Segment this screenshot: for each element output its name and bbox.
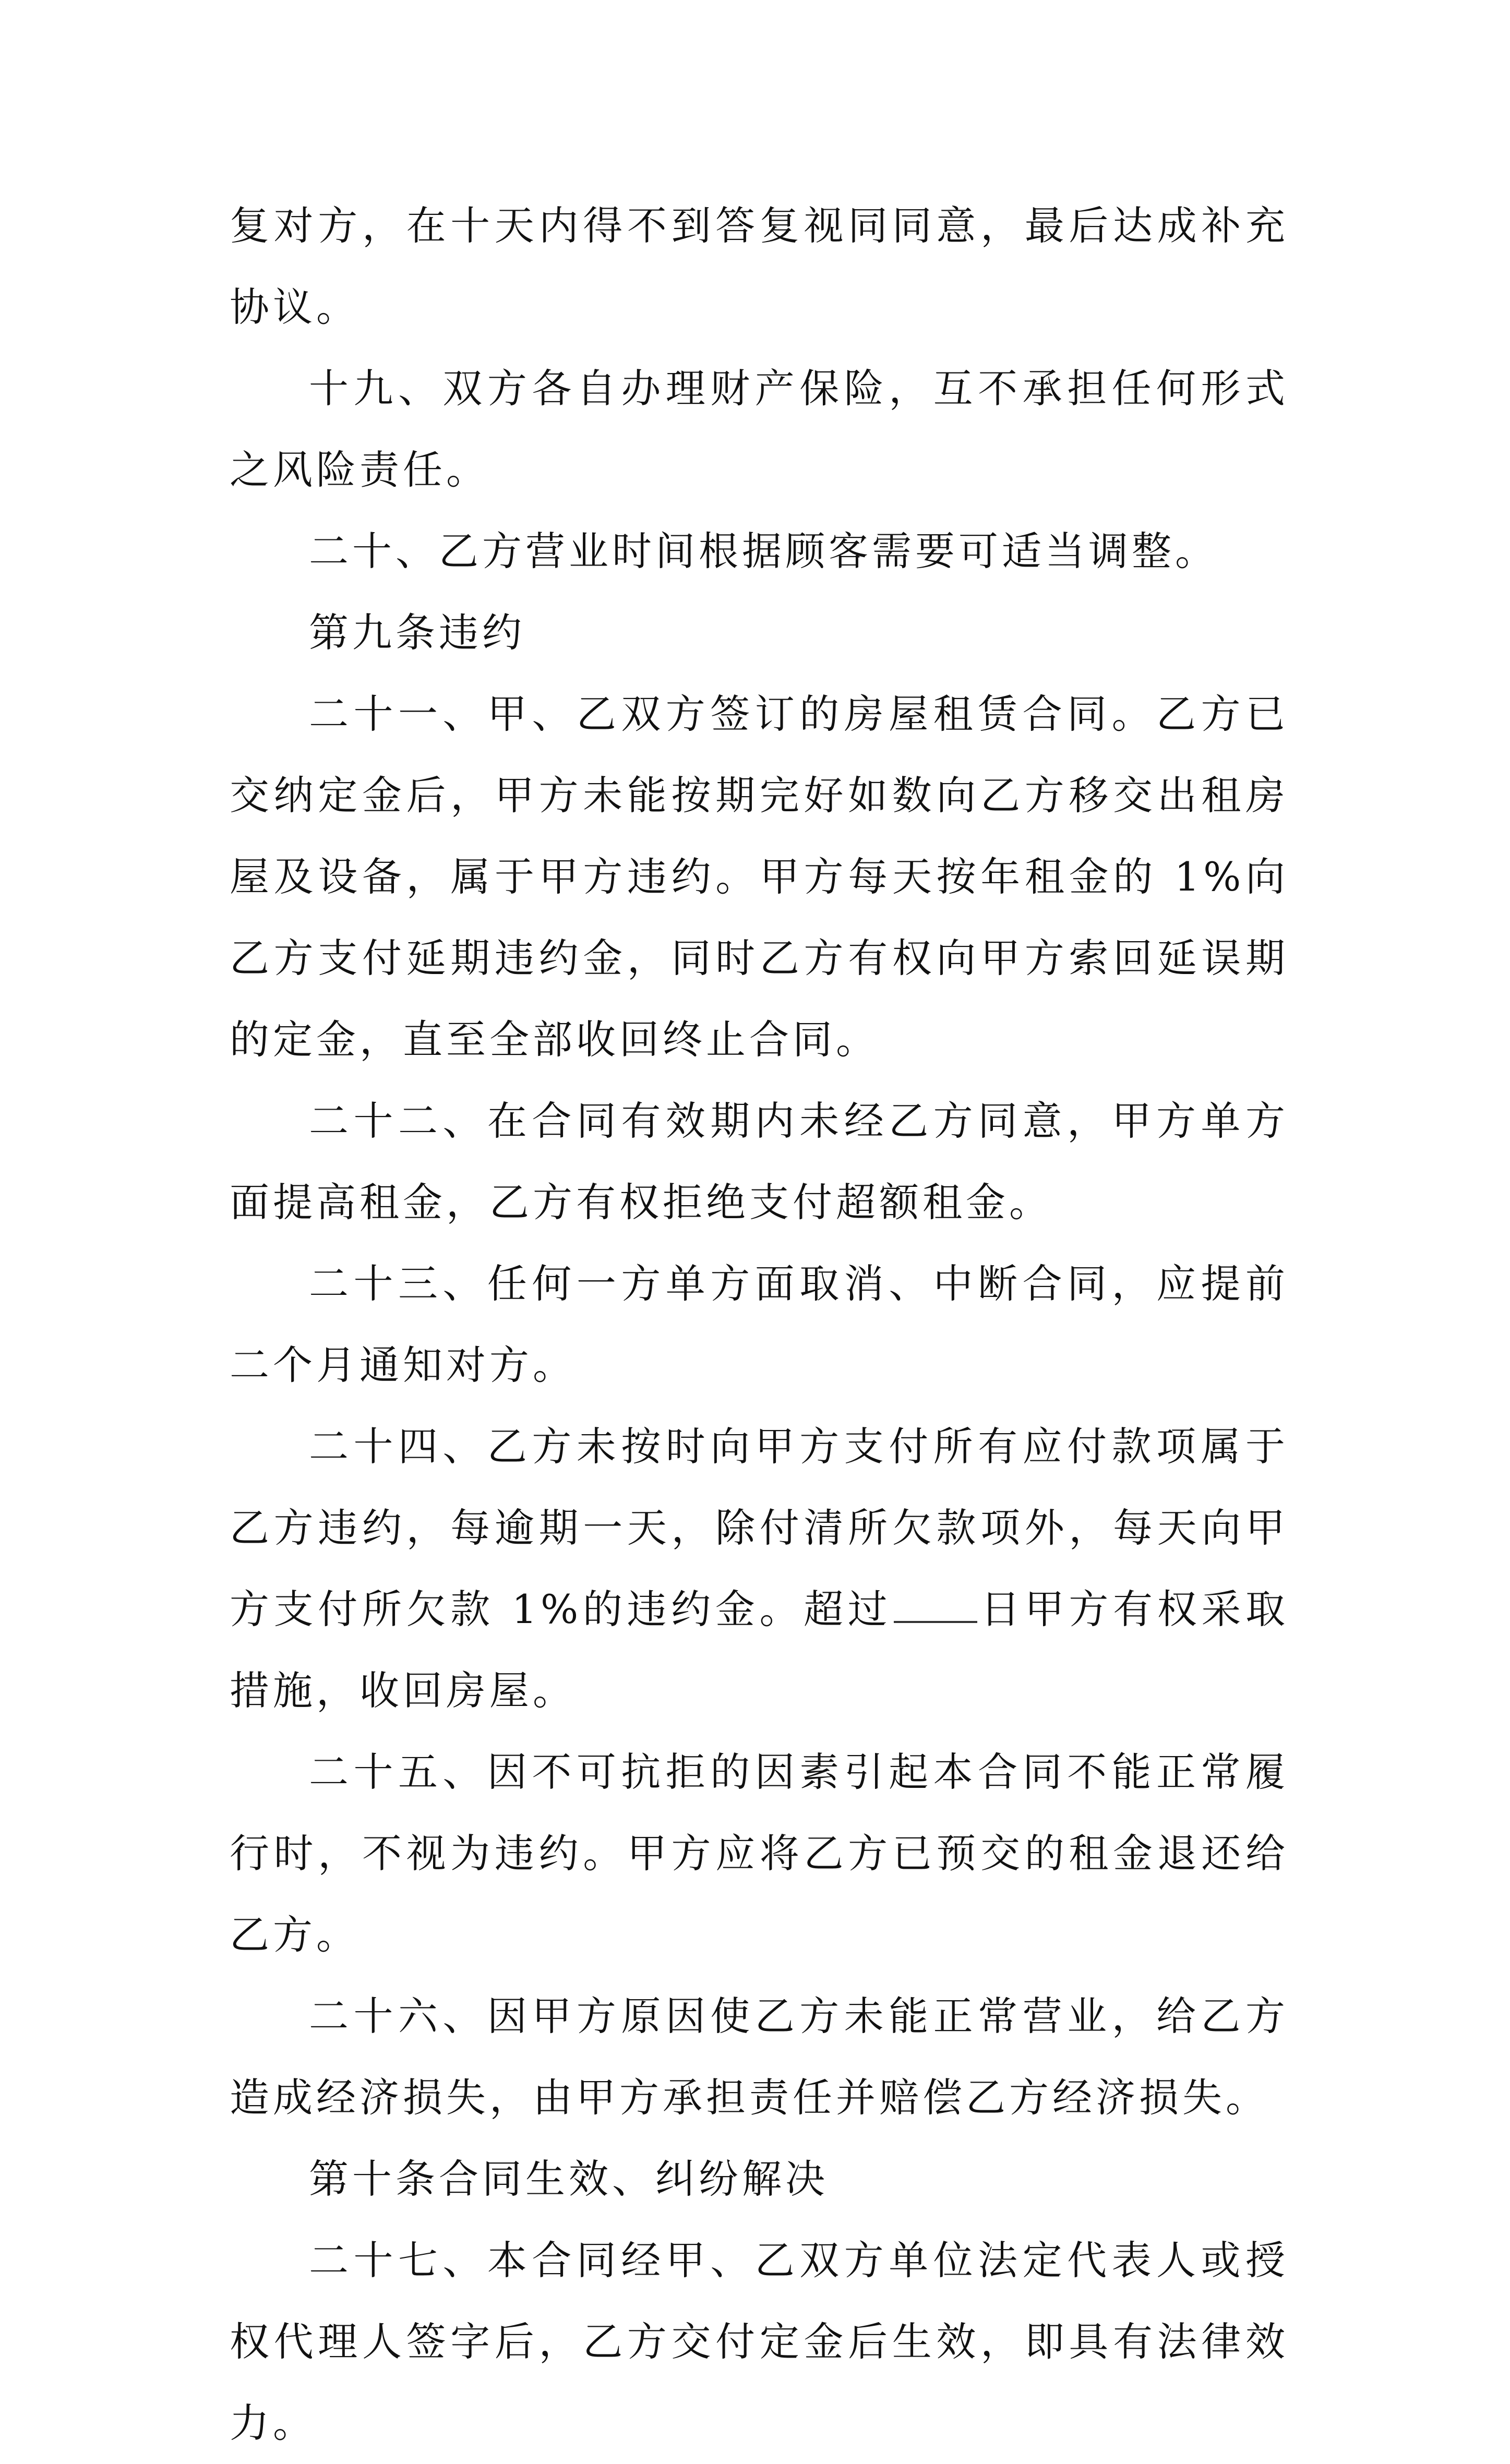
fill-in-blank-days [894,1590,977,1623]
paragraph-continuation: 复对方，在十天内得不到答复视同同意，最后达成补充协议。 [230,202,1289,330]
section-heading-article-9: 第九条违约 [309,609,525,656]
paragraph-clause-24 [230,1406,1289,1732]
document-body [230,185,1289,2464]
paragraph-clause-26: 二十六、因甲方原因使乙方未能正常营业，给乙方造成经济损失，由甲方承担责任并赔偿乙方经济损失。 [230,1993,1289,2121]
clause-24-text-before: 二十四、乙方未按时向甲方支付所有应付款项属于乙方违约，每逾期一天，除付清所欠款项外，每天向甲方支付所欠款 1%的违约金。超过 [230,1423,1289,1632]
paragraph-clause-21: 二十一、甲、乙双方签订的房屋租赁合同。乙方已交纳定金后，甲方未能按期完好如数向乙方移交出租房屋及设备，属于甲方违约。甲方每天按年租金的 1%向乙方支付延期违约金，同时乙方有权向甲方索回延误期的定金，直至全部收回终止合同。 [230,691,1289,1063]
paragraph-clause-25: 二十五、因不可抗拒的因素引起本合同不能正常履行时，不视为违约。甲方应将乙方已预交的租金退还给乙方。 [230,1749,1289,1958]
paragraph-clause-23: 二十三、任何一方单方面取消、中断合同，应提前二个月通知对方。 [230,1260,1289,1388]
section-heading-article-10: 第十条合同生效、纠纷解决 [309,2156,829,2202]
paragraph-clause-20: 二十、乙方营业时间根据顾客需要可适当调整。 [309,528,1218,574]
clause-24-text-after: 日甲方有权采取措施，收回房屋。 [230,1586,1289,1714]
paragraph-clause-22: 二十二、在合同有效期内未经乙方同意，甲方单方面提高租金，乙方有权拒绝支付超额租金。 [230,1098,1289,1225]
paragraph-clause-27: 二十七、本合同经甲、乙双方单位法定代表人或授权代理人签字后，乙方交付定金后生效，即具有法律效力。 [230,2237,1289,2446]
paragraph-clause-19: 十九、双方各自办理财产保险，互不承担任何形式之风险责任。 [230,365,1289,493]
